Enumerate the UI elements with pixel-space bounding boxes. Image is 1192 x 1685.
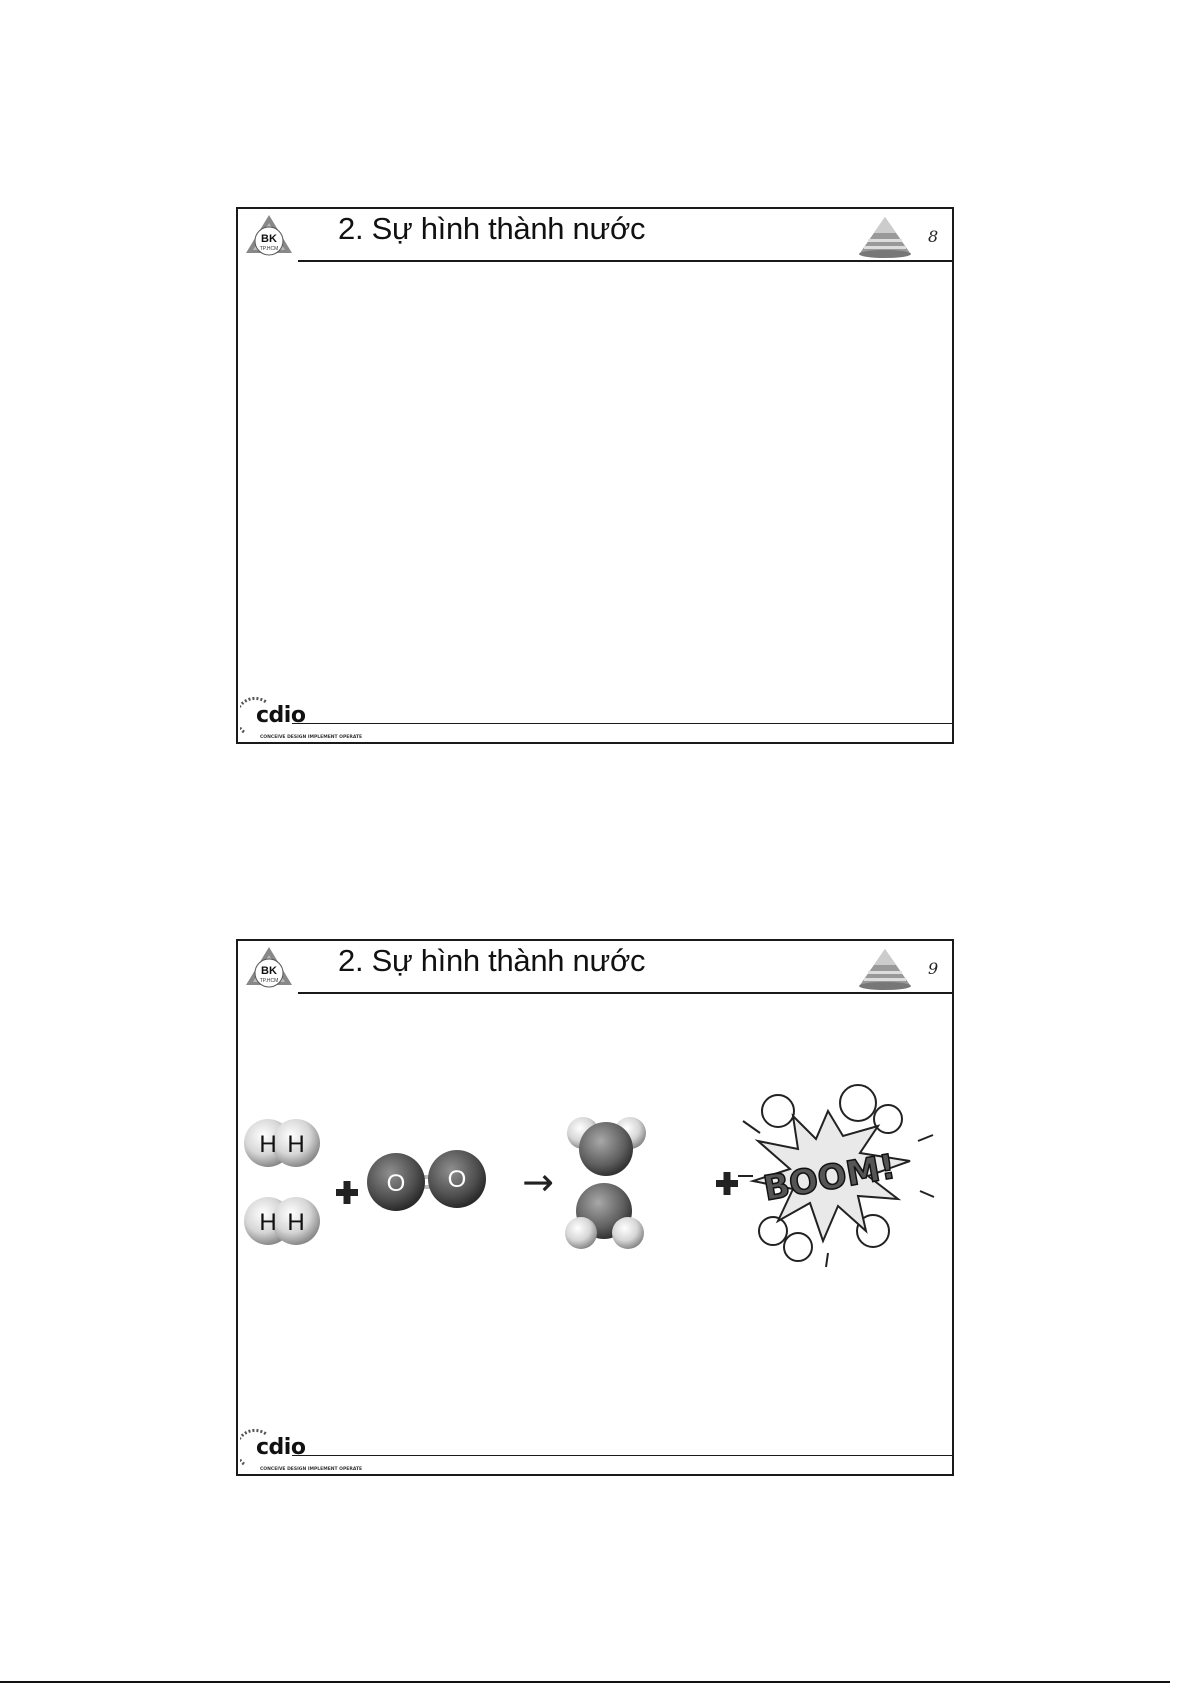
atom-label-o: O	[447, 1166, 467, 1193]
bk-logo-icon	[242, 945, 296, 995]
header-divider	[298, 260, 952, 262]
water-molecule	[567, 1117, 646, 1176]
pyramid-logo-icon	[858, 947, 912, 991]
slide-9	[236, 939, 954, 1476]
explosion-icon	[738, 1085, 934, 1267]
slide-title: 2. Sự hình thành nước	[338, 943, 646, 978]
slide-header	[238, 209, 952, 262]
water-formation-equation	[238, 1081, 952, 1281]
footer-divider	[292, 1455, 952, 1456]
bk-logo-icon	[242, 213, 296, 263]
atom-label-h: H	[287, 1209, 305, 1236]
explosion-text: BOOM!	[760, 1146, 899, 1210]
svg-text:TP.HCM: TP.HCM	[259, 246, 279, 252]
atom-label-h: H	[259, 1131, 277, 1158]
svg-text:TP.HCM: TP.HCM	[259, 978, 279, 984]
slide-header	[238, 941, 952, 994]
atom-label-h: H	[259, 1209, 277, 1236]
pyramid-logo-icon	[858, 215, 912, 259]
page-number: 9	[928, 959, 939, 978]
water-molecule	[565, 1183, 644, 1249]
cdio-logo: cdio CONCEIVE DESIGN IMPLEMENT OPERATE	[240, 1428, 380, 1474]
atom-label-o: O	[386, 1170, 406, 1197]
footer-divider	[292, 723, 952, 724]
slide-8	[236, 207, 954, 744]
svg-text:BK: BK	[261, 233, 277, 245]
page-bottom-rule	[0, 1681, 1170, 1683]
reaction-arrow: →	[522, 1160, 554, 1204]
plus-icon	[716, 1172, 738, 1195]
svg-text:BK: BK	[261, 965, 277, 977]
oxygen-molecule	[367, 1150, 486, 1211]
atom-label-h: H	[287, 1131, 305, 1158]
cdio-logo: cdio CONCEIVE DESIGN IMPLEMENT OPERATE	[240, 696, 380, 742]
slide-title: 2. Sự hình thành nước	[338, 211, 646, 246]
header-divider	[298, 992, 952, 994]
hydrogen-molecule	[244, 1197, 320, 1245]
hydrogen-molecule	[244, 1119, 320, 1167]
plus-icon	[336, 1181, 358, 1204]
page-number: 8	[928, 227, 939, 246]
